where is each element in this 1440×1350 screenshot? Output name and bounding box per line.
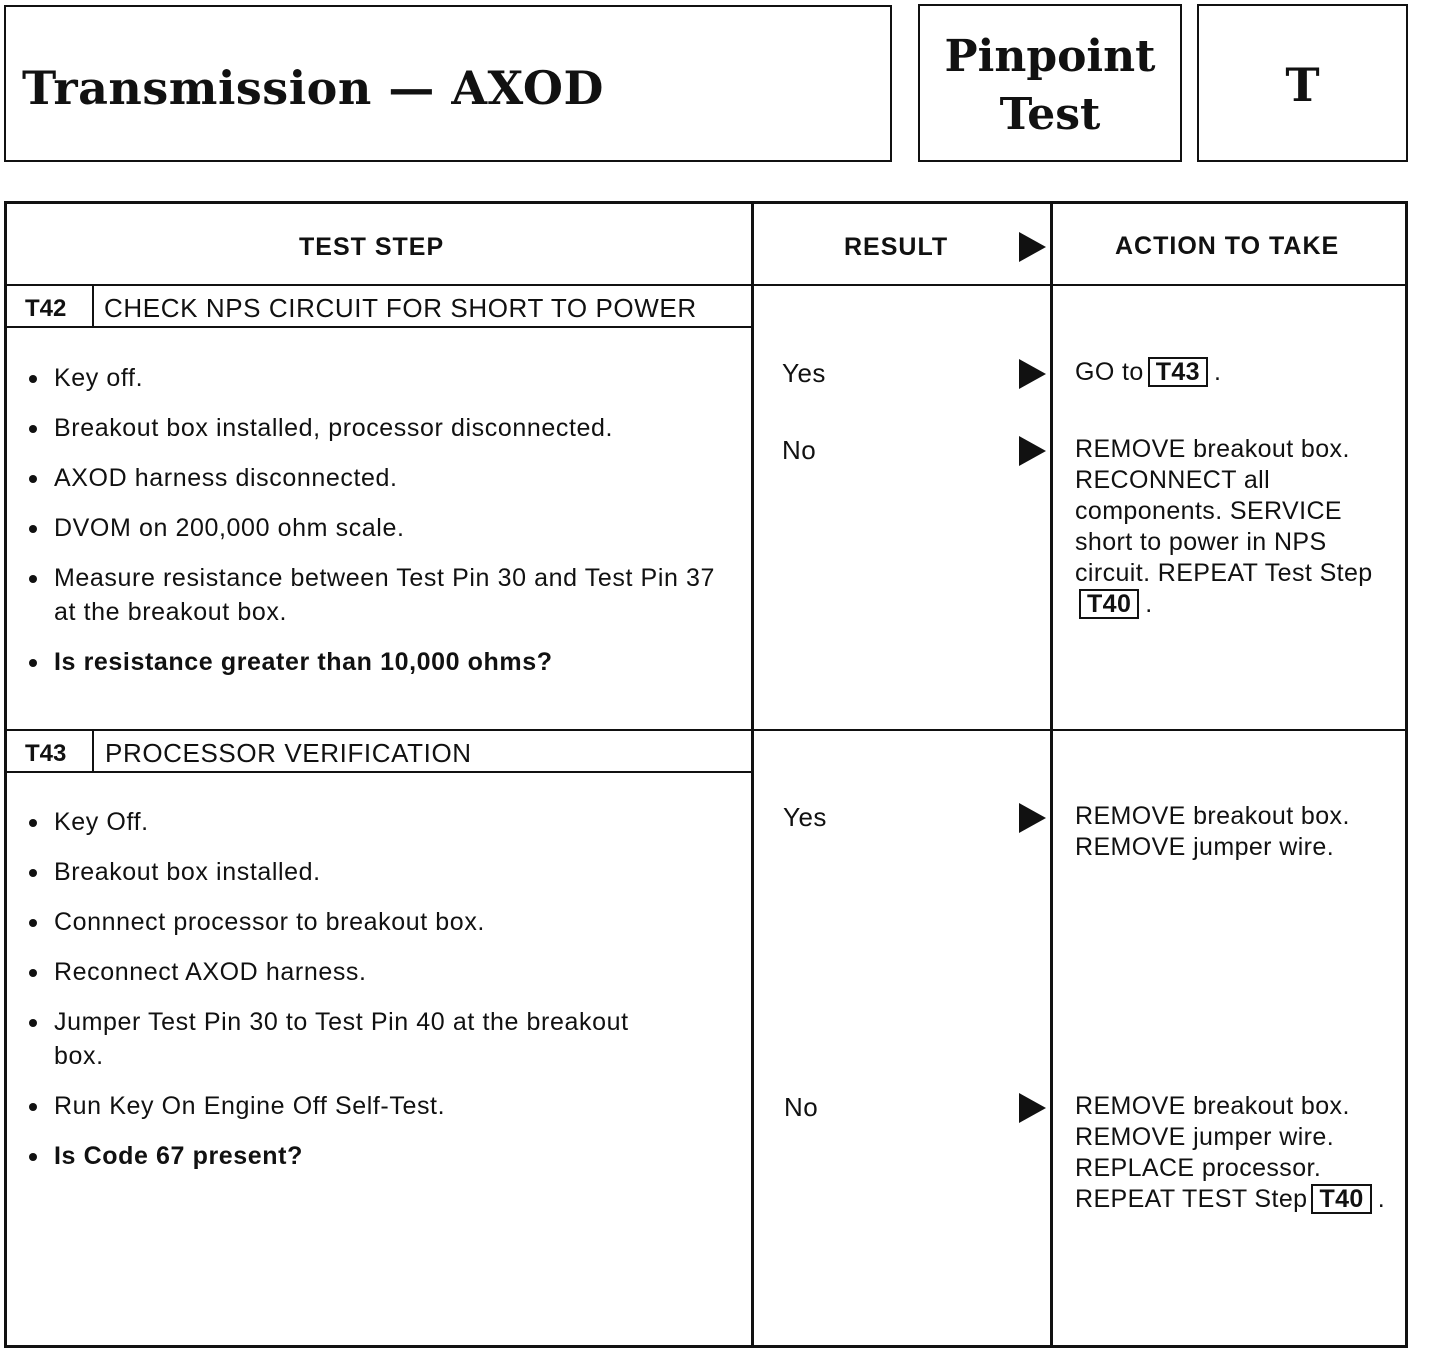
action-text-part: REMOVE breakout box. REMOVE jumper wire. [1075, 802, 1350, 861]
result-no: No [784, 1092, 819, 1122]
step-reference: T40 [1079, 589, 1139, 619]
action-text-end: . [1145, 590, 1153, 618]
action-text [1075, 1091, 1393, 1215]
result-arrow-icon [1019, 232, 1046, 262]
list-item-question: Is resistance greater than 10,000 ohms? [26, 645, 726, 679]
test-label: Test [999, 89, 1101, 140]
action-text-part: GO to [1075, 358, 1144, 386]
list-item: DVOM on 200,000 ohm scale. [26, 511, 726, 545]
list-item: Measure resistance between Test Pin 30 and Test Pin 37 at the breakout box. [26, 561, 734, 629]
step-id-divider [92, 286, 94, 327]
step-id: T43 [25, 740, 67, 767]
step-reference: T43 [1148, 357, 1208, 387]
list-item: Breakout box installed, processor disconnected. [26, 411, 726, 445]
action-text [1075, 434, 1393, 620]
step-id: T42 [25, 295, 67, 322]
action-text-end: . [1213, 358, 1222, 386]
result-yes: Yes [783, 802, 827, 832]
action-text [1075, 801, 1395, 863]
result-arrow-icon [1019, 436, 1046, 466]
list-item: Reconnect AXOD harness. [26, 955, 726, 989]
result-yes: Yes [782, 358, 826, 388]
row-divider [7, 729, 1408, 731]
step-title: CHECK NPS CIRCUIT FOR SHORT TO POWER [104, 293, 697, 323]
result-arrow-icon [1019, 1093, 1046, 1123]
section-letter-box [1197, 4, 1408, 162]
list-item: Jumper Test Pin 30 to Test Pin 40 at the breakout box. [26, 1005, 634, 1073]
section-letter: T [1285, 58, 1320, 112]
list-item: Run Key On Engine Off Self-Test. [26, 1089, 726, 1123]
t43-instructions [26, 805, 726, 1173]
step-reference: T40 [1311, 1184, 1371, 1214]
action-text-end: . [1377, 1185, 1386, 1213]
list-item: AXOD harness disconnected. [26, 461, 726, 495]
list-item: Key Off. [26, 805, 726, 839]
step-id-divider [92, 731, 94, 772]
action-text-part: REMOVE breakout box. REMOVE jumper wire. REPLACE processor. REPEAT TEST Step [1075, 1092, 1350, 1213]
list-item-question: Is Code 67 present? [26, 1139, 726, 1173]
pinpoint-label: Pinpoint [944, 31, 1156, 82]
result-no: No [782, 435, 817, 465]
list-item: Breakout box installed. [26, 855, 726, 889]
document-title: Transmission — AXOD [22, 61, 604, 115]
column-divider [1050, 204, 1053, 1348]
column-divider [751, 204, 754, 1348]
action-text-part: REMOVE breakout box. RECONNECT all components. SERVICE short to power in NPS circuit. REPEAT Test Step [1075, 435, 1373, 587]
header-action-to-take: ACTION TO TAKE [1115, 232, 1340, 260]
list-item: Key off. [26, 361, 726, 395]
header-test-step: TEST STEP [299, 233, 445, 261]
step-title-underline [7, 771, 751, 773]
pinpoint-test-box [918, 4, 1182, 162]
action-text [1075, 357, 1395, 388]
step-title: PROCESSOR VERIFICATION [105, 738, 472, 768]
result-arrow-icon [1019, 359, 1046, 389]
step-title-underline [7, 326, 751, 328]
title-box [4, 5, 892, 162]
header-divider [7, 284, 1408, 286]
t42-instructions [26, 361, 726, 679]
result-arrow-icon [1019, 803, 1046, 833]
header-result: RESULT [844, 233, 949, 261]
list-item: Connnect processor to breakout box. [26, 905, 726, 939]
